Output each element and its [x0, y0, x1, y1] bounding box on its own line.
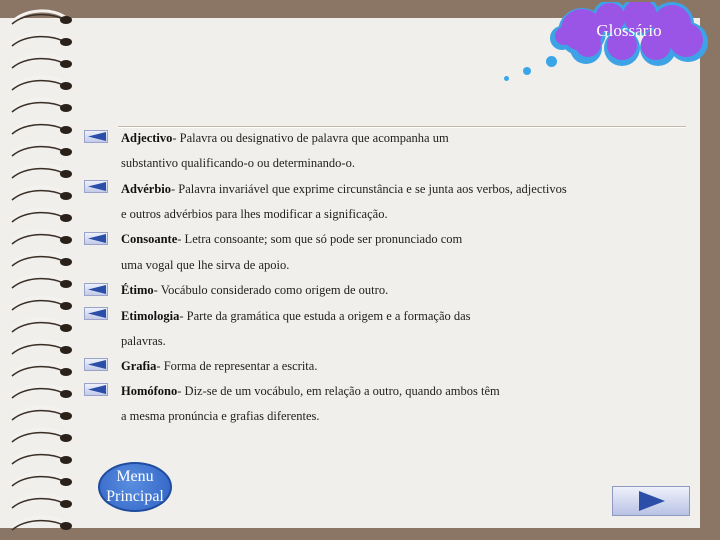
glossary-term: Consoante	[121, 232, 178, 246]
left-arrow-icon[interactable]	[84, 232, 108, 245]
glossary-definition: e outros advérbios para lhes modificar a significação.	[121, 207, 388, 221]
glossary-term: Homófono	[121, 384, 178, 398]
glossary-term: Grafia	[121, 359, 157, 373]
left-arrow-icon[interactable]	[84, 180, 108, 193]
glossary-definition: - Diz-se de um vocábulo, em relação a outro, quando ambos têm	[177, 384, 500, 398]
glossary-definition: - Letra consoante; som que só pode ser pronunciado com	[177, 232, 463, 246]
left-arrow-icon[interactable]	[84, 383, 108, 396]
glossary-definition: - Vocábulo considerado como origem de outro.	[153, 283, 389, 297]
divider-line	[118, 126, 686, 128]
left-arrow-icon[interactable]	[84, 307, 108, 320]
glossary-title: Glossário	[596, 21, 662, 40]
glossary-definition: substantivo qualificando-o ou determinando-o.	[121, 156, 355, 170]
glossary-definition: - Palavra invariável que exprime circunstância e se junta aos verbos, adjectivos	[171, 182, 567, 196]
glossary-term: Advérbio	[121, 182, 171, 196]
spiral-binding-icon	[0, 0, 90, 540]
glossary-definition: palavras.	[121, 334, 166, 348]
main-menu-button[interactable]	[98, 462, 172, 512]
glossary-definition: - Parte da gramática que estuda a origem e a formação das	[179, 309, 471, 323]
left-arrow-icon[interactable]	[84, 130, 108, 143]
glossary-term: Adjectivo	[121, 131, 173, 145]
right-arrow-icon	[639, 491, 665, 511]
thought-bubble-dot	[523, 67, 531, 75]
left-arrow-icon[interactable]	[84, 283, 108, 296]
glossary-definition: - Forma de representar a escrita.	[156, 359, 318, 373]
left-arrow-icon[interactable]	[84, 358, 108, 371]
glossary-definition: a mesma pronúncia e grafias diferentes.	[121, 409, 320, 423]
slide-page	[0, 18, 700, 528]
glossary-term: Etimologia	[121, 309, 180, 323]
next-button[interactable]	[612, 486, 690, 516]
glossary-definition: uma vogal que lhe sirva de apoio.	[121, 258, 290, 272]
thought-bubble-dot	[546, 56, 557, 67]
menu-button-label: Principal	[106, 488, 164, 505]
thought-bubble-dot	[504, 76, 509, 81]
glossary-term: Étimo	[121, 283, 154, 297]
glossary-definition: - Palavra ou designativo de palavra que acompanha um	[172, 131, 449, 145]
menu-button-label: Menu	[116, 468, 154, 485]
